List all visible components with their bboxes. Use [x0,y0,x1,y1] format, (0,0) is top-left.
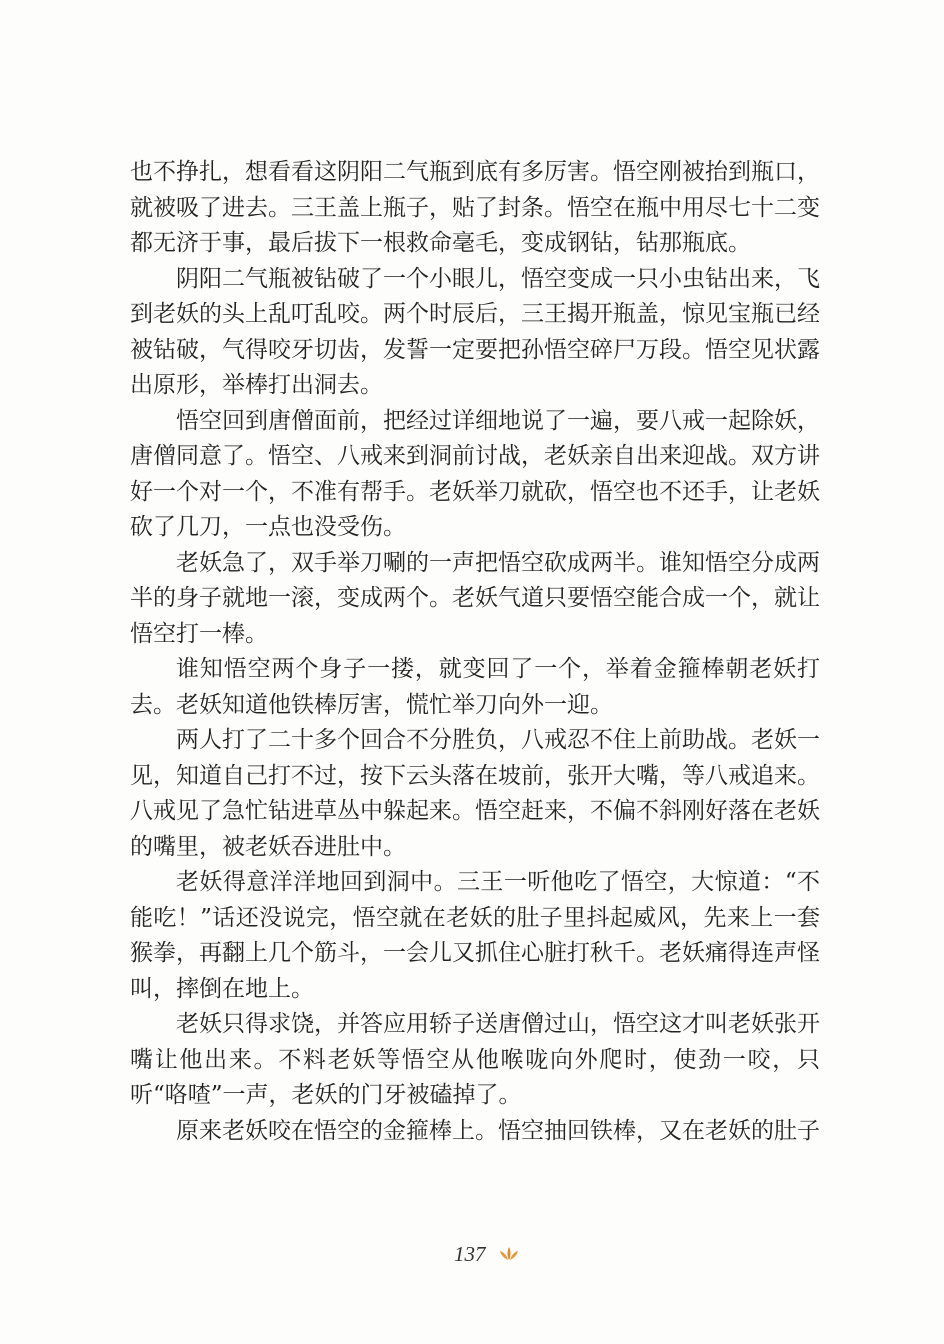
paragraph-3: 悟空回到唐僧面前，把经过详细地说了一遍，要八戒一起除妖，唐僧同意了。悟空、八戒来到洞前讨战，老妖亲自出来迎战。双方讲好一个对一个，不准有帮手。老妖举刀就砍，悟空也不还手，让老妖砍了几刀，一点也没受伤。 [130,407,820,540]
paragraph-4: 老妖急了，双手举刀唰的一声把悟空砍成两半。谁知悟空分成两半的身子就地一滚，变成两个。老妖气道只要悟空能合成一个，就让悟空打一棒。 [130,549,820,647]
page-footer [0,1236,944,1276]
paragraph-5: 谁知悟空两个身子一搂，就变回了一个，举着金箍棒朝老妖打去。老妖知道他铁棒厉害，慌忙举刀向外一迎。 [130,656,820,718]
paragraph-9: 原来老妖咬在悟空的金箍棒上。悟空抽回铁棒，又在老妖的肚子 [176,1117,820,1144]
paragraph-8: 老妖只得求饶，并答应用轿子送唐僧过山，悟空这才叫老妖张开嘴让他出来。不料老妖等悟空从他喉咙向外爬时，使劲一咬，只听“咯喳”一声，老妖的门牙被磕掉了。 [130,1011,820,1108]
paragraph-7: 老妖得意洋洋地回到洞中。三王一听他吃了悟空，大惊道：“不能吃！”话还没说完，悟空就在老妖的肚子里抖起威风，先来上一套猴拳，再翻上几个筋斗，一会儿又抓住心脏打秋千。老妖痛得连声怪叫，摔倒在地上。 [130,869,820,1002]
body-text [130,155,820,1149]
paragraph-1: 也不挣扎，想看看这阴阳二气瓶到底有多厉害。悟空刚被抬到瓶口，就被吸了进去。三王盖上瓶子，贴了封条。悟空在瓶中用尽七十二变都无济于事，最后拔下一根救命毫毛，变成钢钻，钻那瓶底。 [130,159,820,256]
page-number: 137 [454,1242,486,1266]
paragraph-6: 两人打了二十多个回合不分胜负，八戒忍不住上前助战。老妖一见，知道自己打不过，按下云头落在坡前，张开大嘴，等八戒追来。八戒见了急忙钻进草丛中躲起来。悟空赶来，不偏不斜刚好落在老妖的嘴里，被老妖吞进肚中。 [130,727,820,860]
paragraph-2: 阴阳二气瓶被钻破了一个小眼儿，悟空变成一只小虫钻出来，飞到老妖的头上乱叮乱咬。两个时辰后，三王揭开瓶盖，惊见宝瓶已经被钻破，气得咬牙切齿，发誓一定要把孙悟空碎尸万段。悟空见状露出原形，举棒打出洞去。 [130,265,820,398]
lotus-flower-icon [498,1246,520,1262]
